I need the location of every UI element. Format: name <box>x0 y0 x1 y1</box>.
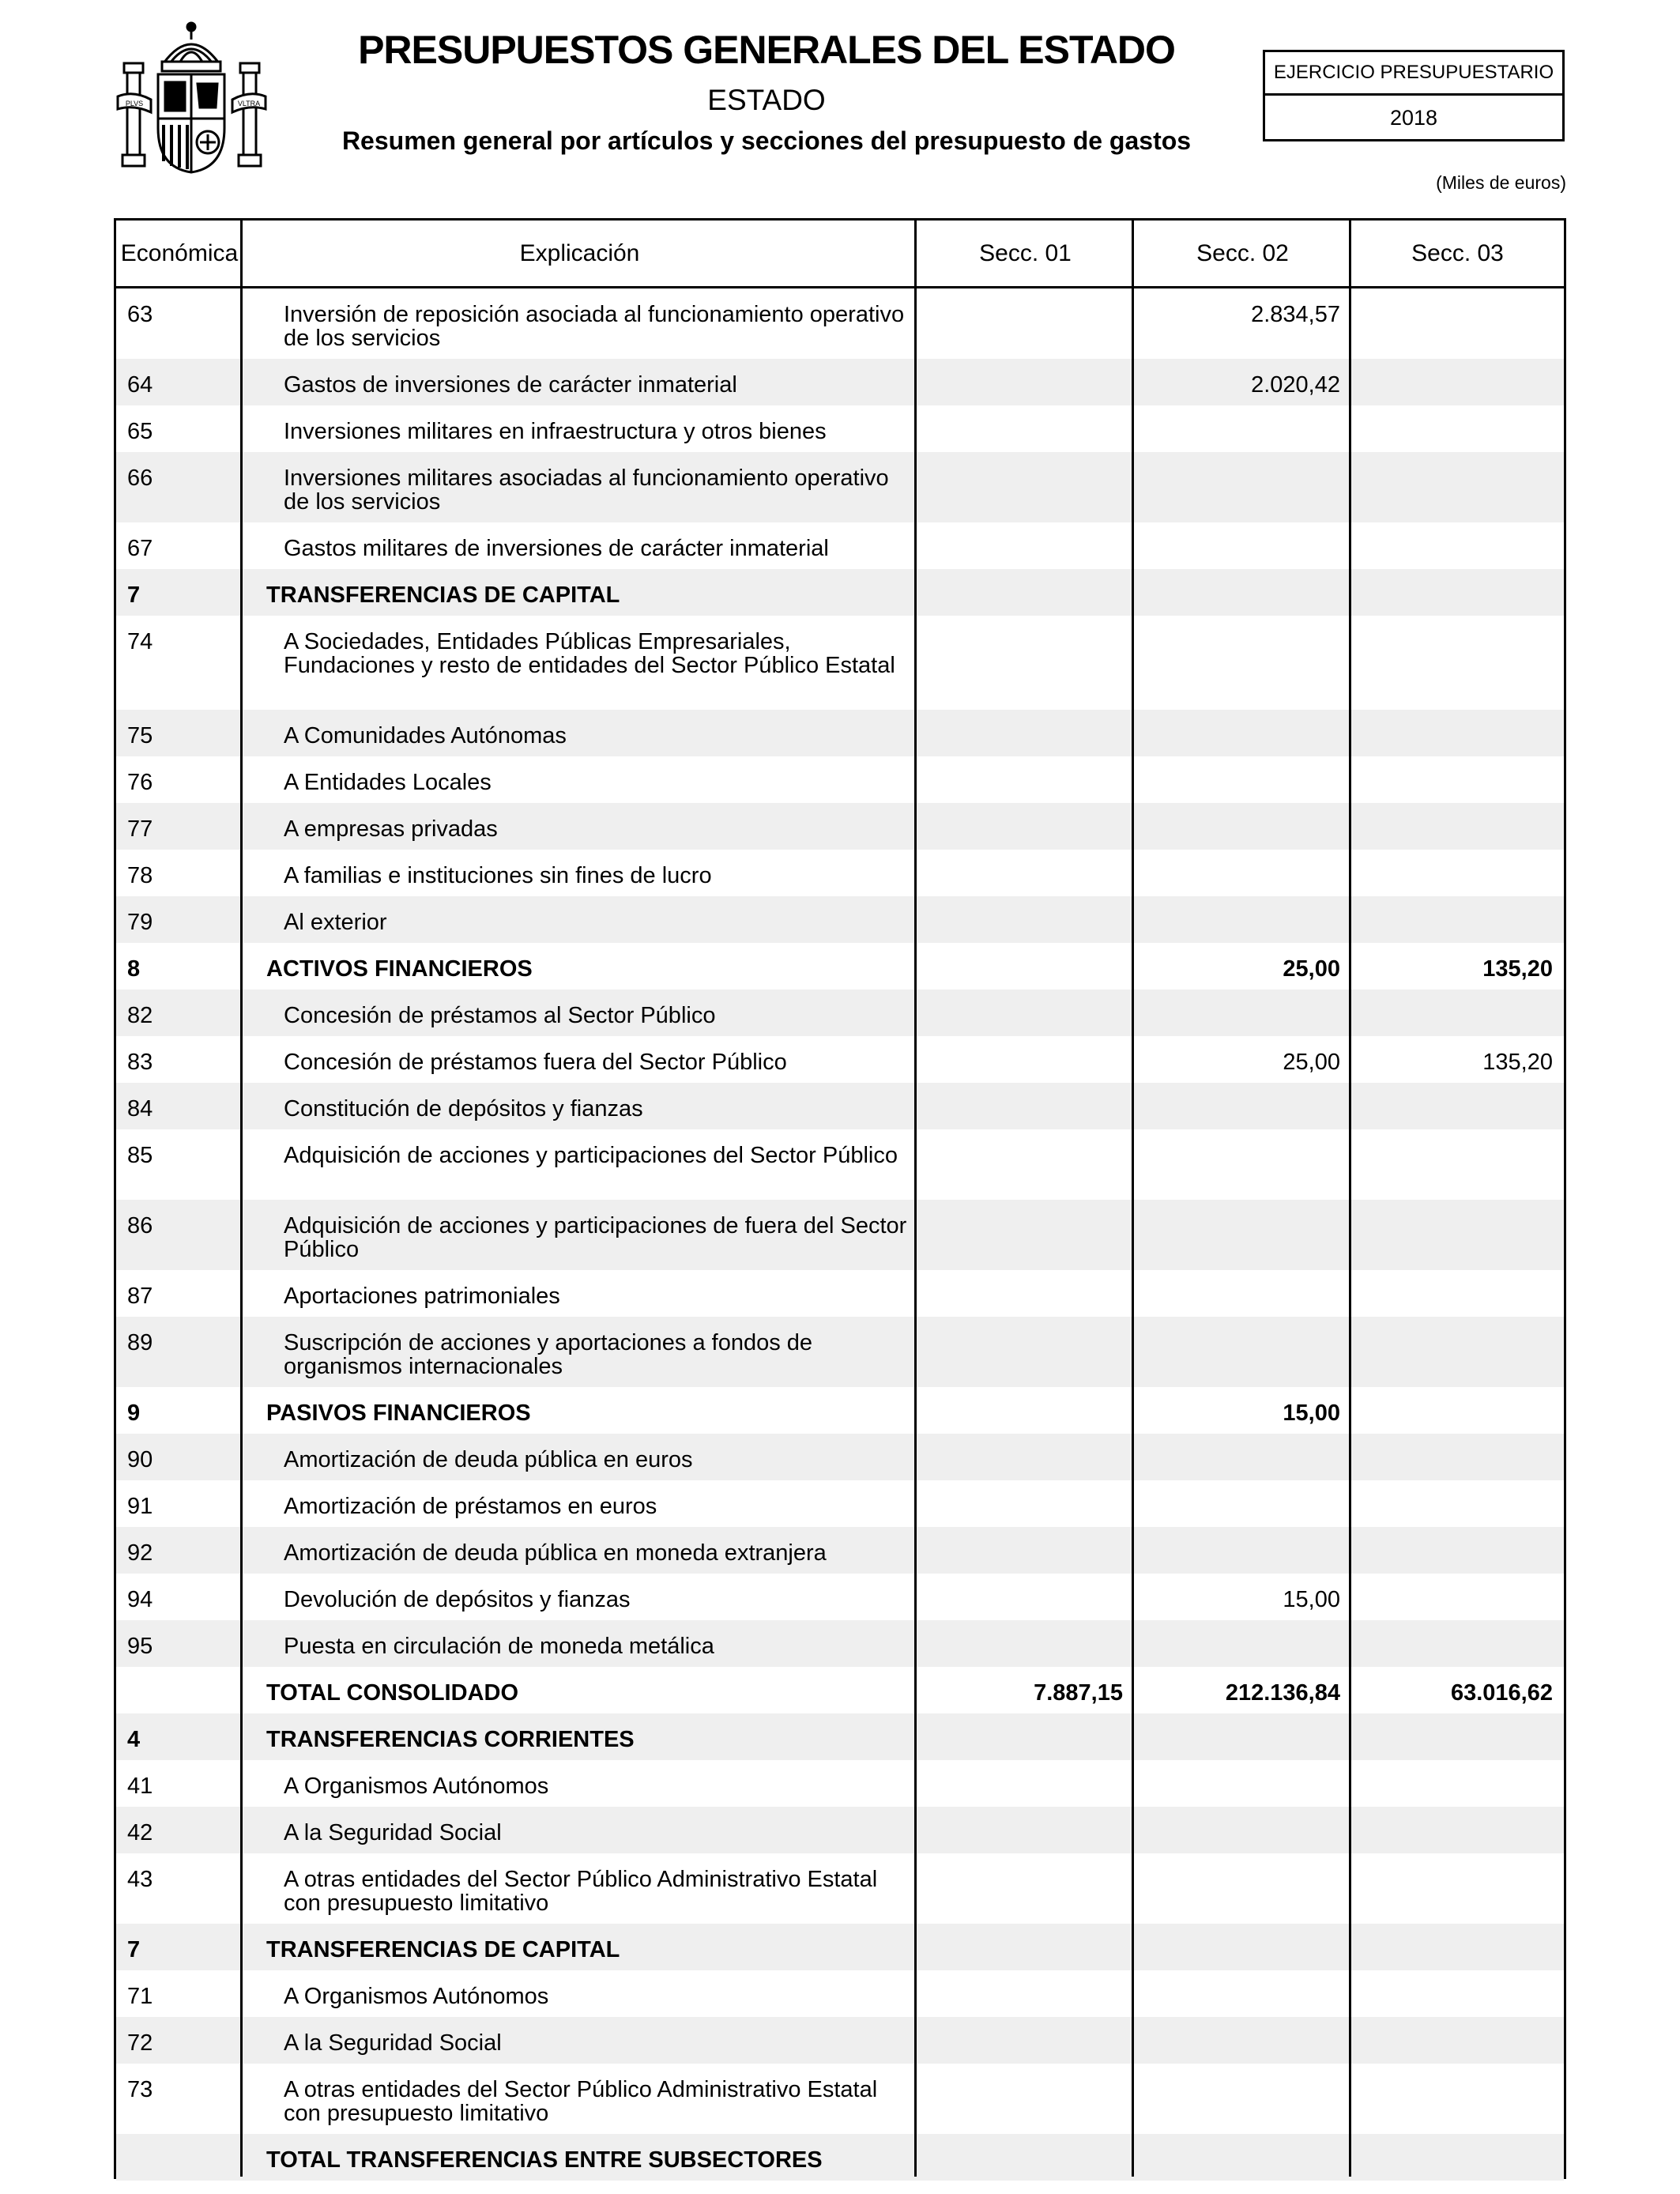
row-secc-02 <box>1134 1760 1351 1807</box>
row-explanation: Concesión de préstamos al Sector Público <box>284 1003 716 1028</box>
table-row <box>116 943 1564 990</box>
row-secc-02 <box>1134 1434 1351 1480</box>
column-divider <box>240 221 243 2177</box>
row-secc-01 <box>917 1317 1134 1387</box>
row-explanation: A Entidades Locales <box>284 770 492 795</box>
row-explanation: Adquisición de acciones y participaciones del Sector Público <box>284 1143 898 1168</box>
row-secc-01 <box>917 1760 1134 1807</box>
table-row <box>116 1574 1564 1620</box>
spain-coat-of-arms-icon <box>115 17 269 175</box>
row-secc-03 <box>1351 990 1564 1036</box>
row-code: 7 <box>127 1937 141 1962</box>
row-secc-03 <box>1351 1924 1564 1970</box>
row-secc-01 <box>917 756 1134 803</box>
row-secc-01 <box>917 1527 1134 1574</box>
row-secc-01 <box>917 1970 1134 2017</box>
row-code: 77 <box>127 816 153 842</box>
table-row <box>116 1434 1564 1480</box>
row-secc-03: 135,20 <box>1482 1050 1553 1075</box>
row-explanation: TRANSFERENCIAS DE CAPITAL <box>266 1937 620 1962</box>
row-secc-02: 15,00 <box>1283 1400 1340 1426</box>
row-secc-03 <box>1351 569 1564 616</box>
units-note: (Miles de euros) <box>1436 172 1566 193</box>
row-secc-03 <box>1351 288 1564 359</box>
row-secc-01 <box>917 1083 1134 1129</box>
row-secc-01 <box>917 1574 1134 1620</box>
row-explanation: A Organismos Autónomos <box>284 1774 549 1799</box>
row-code: 79 <box>127 910 153 935</box>
row-secc-02: 2.020,42 <box>1251 372 1340 398</box>
row-secc-01 <box>917 1200 1134 1270</box>
row-secc-03 <box>1351 405 1564 452</box>
row-secc-03 <box>1351 896 1564 943</box>
row-secc-03 <box>1351 1270 1564 1317</box>
fiscal-year-label: EJERCICIO PRESUPUESTARIO <box>1265 52 1562 96</box>
row-code: 75 <box>127 723 153 748</box>
row-secc-01 <box>917 1270 1134 1317</box>
row-secc-02: 212.136,84 <box>1225 1680 1340 1706</box>
row-secc-03 <box>1351 803 1564 850</box>
row-secc-02 <box>1134 990 1351 1036</box>
row-secc-03 <box>1351 2134 1564 2181</box>
row-secc-03 <box>1351 452 1564 522</box>
row-explanation: TOTAL TRANSFERENCIAS ENTRE SUBSECTORES <box>266 2147 823 2173</box>
row-secc-01 <box>917 850 1134 896</box>
row-secc-03 <box>1351 1387 1564 1434</box>
row-explanation: A la Seguridad Social <box>284 1820 502 1845</box>
row-secc-03 <box>1351 1317 1564 1387</box>
row-code <box>116 1667 243 1713</box>
row-secc-02 <box>1134 2134 1351 2181</box>
table-row <box>116 452 1564 522</box>
row-code: 42 <box>127 1820 153 1845</box>
row-code: 67 <box>127 536 153 561</box>
row-explanation: TOTAL CONSOLIDADO <box>266 1680 518 1706</box>
fiscal-year-value: 2018 <box>1389 106 1438 130</box>
column-divider <box>914 221 917 2177</box>
table-row <box>116 2064 1564 2134</box>
row-explanation: Gastos de inversiones de carácter inmaterial <box>284 372 737 398</box>
table-row <box>116 405 1564 452</box>
row-secc-02 <box>1134 569 1351 616</box>
row-secc-03 <box>1351 1480 1564 1527</box>
row-explanation: Aportaciones patrimoniales <box>284 1284 560 1309</box>
row-secc-01 <box>917 405 1134 452</box>
row-secc-02 <box>1134 896 1351 943</box>
table-row <box>116 569 1564 616</box>
row-secc-03 <box>1351 522 1564 569</box>
table-row <box>116 359 1564 405</box>
row-secc-03 <box>1351 1713 1564 1760</box>
row-explanation: A la Seguridad Social <box>284 2030 502 2056</box>
table-row <box>116 756 1564 803</box>
row-secc-01 <box>917 1853 1134 1924</box>
row-secc-01 <box>917 990 1134 1036</box>
row-secc-03 <box>1351 1083 1564 1129</box>
row-secc-03 <box>1351 1970 1564 2017</box>
row-code: 9 <box>127 1400 141 1426</box>
table-body <box>116 288 1564 2181</box>
page-title: PRESUPUESTOS GENERALES DEL ESTADO <box>358 28 1175 72</box>
table-row <box>116 1807 1564 1853</box>
table-row <box>116 1667 1564 1713</box>
row-secc-03 <box>1351 1807 1564 1853</box>
svg-text:PLVS: PLVS <box>125 100 144 107</box>
row-explanation: Adquisición de acciones y participaciones de fuera del Sector Público <box>284 1213 907 1262</box>
row-secc-03 <box>1351 1760 1564 1807</box>
row-secc-03 <box>1351 616 1564 710</box>
row-code: 78 <box>127 863 153 888</box>
row-secc-02 <box>1134 405 1351 452</box>
row-secc-02 <box>1134 803 1351 850</box>
row-code <box>116 2134 243 2181</box>
row-secc-01 <box>917 452 1134 522</box>
row-secc-02 <box>1134 1480 1351 1527</box>
row-secc-03 <box>1351 2017 1564 2064</box>
row-explanation: Puesta en circulación de moneda metálica <box>284 1634 714 1659</box>
row-secc-02 <box>1134 1200 1351 1270</box>
row-code: 90 <box>127 1447 153 1472</box>
row-code: 63 <box>127 302 153 327</box>
row-secc-01 <box>917 1434 1134 1480</box>
row-secc-01 <box>917 1036 1134 1083</box>
row-secc-02: 25,00 <box>1283 956 1340 982</box>
row-code: 7 <box>127 582 141 608</box>
row-secc-01 <box>917 1620 1134 1667</box>
table-row <box>116 1083 1564 1129</box>
table-row <box>116 1387 1564 1434</box>
row-explanation: Amortización de préstamos en euros <box>284 1494 657 1519</box>
row-code: 92 <box>127 1540 153 1566</box>
row-secc-02 <box>1134 756 1351 803</box>
row-code: 65 <box>127 419 153 444</box>
row-secc-03 <box>1351 756 1564 803</box>
column-header-secc-01: Secc. 01 <box>979 239 1072 266</box>
row-secc-02 <box>1134 850 1351 896</box>
row-secc-01 <box>917 569 1134 616</box>
table-row <box>116 616 1564 710</box>
row-secc-02 <box>1134 710 1351 756</box>
row-secc-02 <box>1134 1713 1351 1760</box>
row-explanation: A empresas privadas <box>284 816 498 842</box>
table-row <box>116 990 1564 1036</box>
row-explanation: ACTIVOS FINANCIEROS <box>266 956 533 982</box>
table-row <box>116 288 1564 359</box>
table-row <box>116 522 1564 569</box>
row-secc-02 <box>1134 522 1351 569</box>
row-code: 8 <box>127 956 141 982</box>
row-secc-02 <box>1134 1129 1351 1200</box>
column-header-explicacion: Explicación <box>519 239 640 266</box>
row-secc-03 <box>1351 1527 1564 1574</box>
column-divider <box>1349 221 1351 2177</box>
row-secc-03 <box>1351 1129 1564 1200</box>
row-secc-01: 7.887,15 <box>1034 1680 1123 1706</box>
table-row <box>116 2134 1564 2181</box>
table-row <box>116 1713 1564 1760</box>
table-header <box>116 221 1564 288</box>
row-code: 84 <box>127 1096 153 1122</box>
row-explanation: A Sociedades, Entidades Públicas Empresariales, Fundaciones y resto de entidades del Sector Público Estatal <box>284 629 895 678</box>
row-secc-03: 63.016,62 <box>1450 1680 1553 1706</box>
table-row <box>116 1129 1564 1200</box>
column-header-secc-03: Secc. 03 <box>1411 239 1504 266</box>
svg-text:VLTRA: VLTRA <box>237 100 261 107</box>
table-row <box>116 1853 1564 1924</box>
row-secc-01 <box>917 2017 1134 2064</box>
table-row <box>116 1200 1564 1270</box>
row-code: 83 <box>127 1050 153 1075</box>
row-code: 41 <box>127 1774 153 1799</box>
column-divider <box>1132 221 1134 2177</box>
row-secc-02 <box>1134 1270 1351 1317</box>
row-secc-01 <box>917 359 1134 405</box>
row-secc-02 <box>1134 2064 1351 2134</box>
row-explanation: A Comunidades Autónomas <box>284 723 567 748</box>
row-secc-02 <box>1134 1853 1351 1924</box>
row-code: 87 <box>127 1284 153 1309</box>
table-row <box>116 1527 1564 1574</box>
column-header-secc-02: Secc. 02 <box>1196 239 1289 266</box>
row-secc-02: 25,00 <box>1283 1050 1340 1075</box>
row-explanation: Gastos militares de inversiones de carácter inmaterial <box>284 536 829 561</box>
row-secc-02 <box>1134 1083 1351 1129</box>
row-code: 85 <box>127 1143 153 1168</box>
row-secc-02 <box>1134 616 1351 710</box>
row-code: 73 <box>127 2077 153 2102</box>
row-explanation: A Organismos Autónomos <box>284 1984 549 2009</box>
row-secc-01 <box>917 288 1134 359</box>
row-code: 86 <box>127 1213 153 1238</box>
row-secc-03 <box>1351 1620 1564 1667</box>
row-secc-01 <box>917 896 1134 943</box>
row-secc-02 <box>1134 1317 1351 1387</box>
row-explanation: PASIVOS FINANCIEROS <box>266 1400 531 1426</box>
row-explanation: Constitución de depósitos y fianzas <box>284 1096 643 1122</box>
row-secc-01 <box>917 616 1134 710</box>
row-code: 76 <box>127 770 153 795</box>
row-code: 64 <box>127 372 153 398</box>
fiscal-year-box <box>1263 50 1565 141</box>
row-secc-02 <box>1134 1807 1351 1853</box>
table-row <box>116 1620 1564 1667</box>
row-secc-01 <box>917 943 1134 990</box>
row-explanation: A otras entidades del Sector Público Administrativo Estatal con presupuesto limitativo <box>284 1867 878 1916</box>
row-explanation: Inversiones militares en infraestructura y otros bienes <box>284 419 827 444</box>
row-secc-03 <box>1351 1853 1564 1924</box>
row-code: 91 <box>127 1494 153 1519</box>
row-code: 82 <box>127 1003 153 1028</box>
row-explanation: TRANSFERENCIAS DE CAPITAL <box>266 582 620 608</box>
page-description: Resumen general por artículos y secciones del presupuesto de gastos <box>341 126 1192 155</box>
table-row <box>116 1760 1564 1807</box>
row-code: 74 <box>127 629 153 654</box>
row-explanation: TRANSFERENCIAS CORRIENTES <box>266 1727 635 1752</box>
table-row <box>116 1924 1564 1970</box>
row-secc-03 <box>1351 1434 1564 1480</box>
row-secc-02 <box>1134 452 1351 522</box>
table-row <box>116 710 1564 756</box>
row-secc-03 <box>1351 2064 1564 2134</box>
row-secc-01 <box>917 1924 1134 1970</box>
table-row <box>116 803 1564 850</box>
table-row <box>116 1317 1564 1387</box>
row-secc-03: 135,20 <box>1482 956 1553 982</box>
row-secc-02: 2.834,57 <box>1251 302 1340 327</box>
row-secc-01 <box>917 1807 1134 1853</box>
row-secc-01 <box>917 1129 1134 1200</box>
row-explanation: Inversión de reposición asociada al funcionamiento operativo de los servicios <box>284 302 905 351</box>
row-explanation: A otras entidades del Sector Público Administrativo Estatal con presupuesto limitativo <box>284 2077 878 2126</box>
row-secc-02 <box>1134 1620 1351 1667</box>
table-row <box>116 850 1564 896</box>
row-code: 66 <box>127 466 153 491</box>
row-secc-01 <box>917 1480 1134 1527</box>
row-code: 95 <box>127 1634 153 1659</box>
row-secc-02 <box>1134 1924 1351 1970</box>
row-secc-02 <box>1134 1527 1351 1574</box>
row-code: 89 <box>127 1330 153 1355</box>
row-secc-03 <box>1351 710 1564 756</box>
row-secc-02 <box>1134 2017 1351 2064</box>
row-secc-03 <box>1351 359 1564 405</box>
row-secc-01 <box>917 1387 1134 1434</box>
row-secc-01 <box>917 803 1134 850</box>
row-secc-03 <box>1351 1200 1564 1270</box>
table-row <box>116 1970 1564 2017</box>
row-explanation: Devolución de depósitos y fianzas <box>284 1587 631 1612</box>
row-secc-02 <box>1134 1970 1351 2017</box>
row-code: 72 <box>127 2030 153 2056</box>
table-row <box>116 2017 1564 2064</box>
row-explanation: Amortización de deuda pública en euros <box>284 1447 693 1472</box>
row-secc-01 <box>917 2134 1134 2181</box>
table-row <box>116 896 1564 943</box>
column-header-economica: Económica <box>120 239 239 266</box>
table-row <box>116 1270 1564 1317</box>
page-subtitle: ESTADO <box>707 84 826 116</box>
row-code: 43 <box>127 1867 153 1892</box>
row-explanation: Amortización de deuda pública en moneda extranjera <box>284 1540 827 1566</box>
table-row <box>116 1480 1564 1527</box>
row-secc-01 <box>917 1713 1134 1760</box>
row-explanation: Concesión de préstamos fuera del Sector Público <box>284 1050 787 1075</box>
row-secc-01 <box>917 710 1134 756</box>
row-secc-01 <box>917 2064 1134 2134</box>
row-code: 94 <box>127 1587 153 1612</box>
row-code: 71 <box>127 1984 153 2009</box>
row-code: 4 <box>127 1727 141 1752</box>
row-explanation: Inversiones militares asociadas al funcionamiento operativo de los servicios <box>284 466 889 515</box>
table-row <box>116 1036 1564 1083</box>
row-secc-03 <box>1351 1574 1564 1620</box>
row-explanation: A familias e instituciones sin fines de lucro <box>284 863 712 888</box>
budget-table <box>114 218 1566 2179</box>
row-secc-03 <box>1351 850 1564 896</box>
row-secc-01 <box>917 522 1134 569</box>
row-explanation: Suscripción de acciones y aportaciones a fondos de organismos internacionales <box>284 1330 813 1379</box>
row-secc-02: 15,00 <box>1283 1587 1340 1612</box>
row-explanation: Al exterior <box>284 910 387 935</box>
